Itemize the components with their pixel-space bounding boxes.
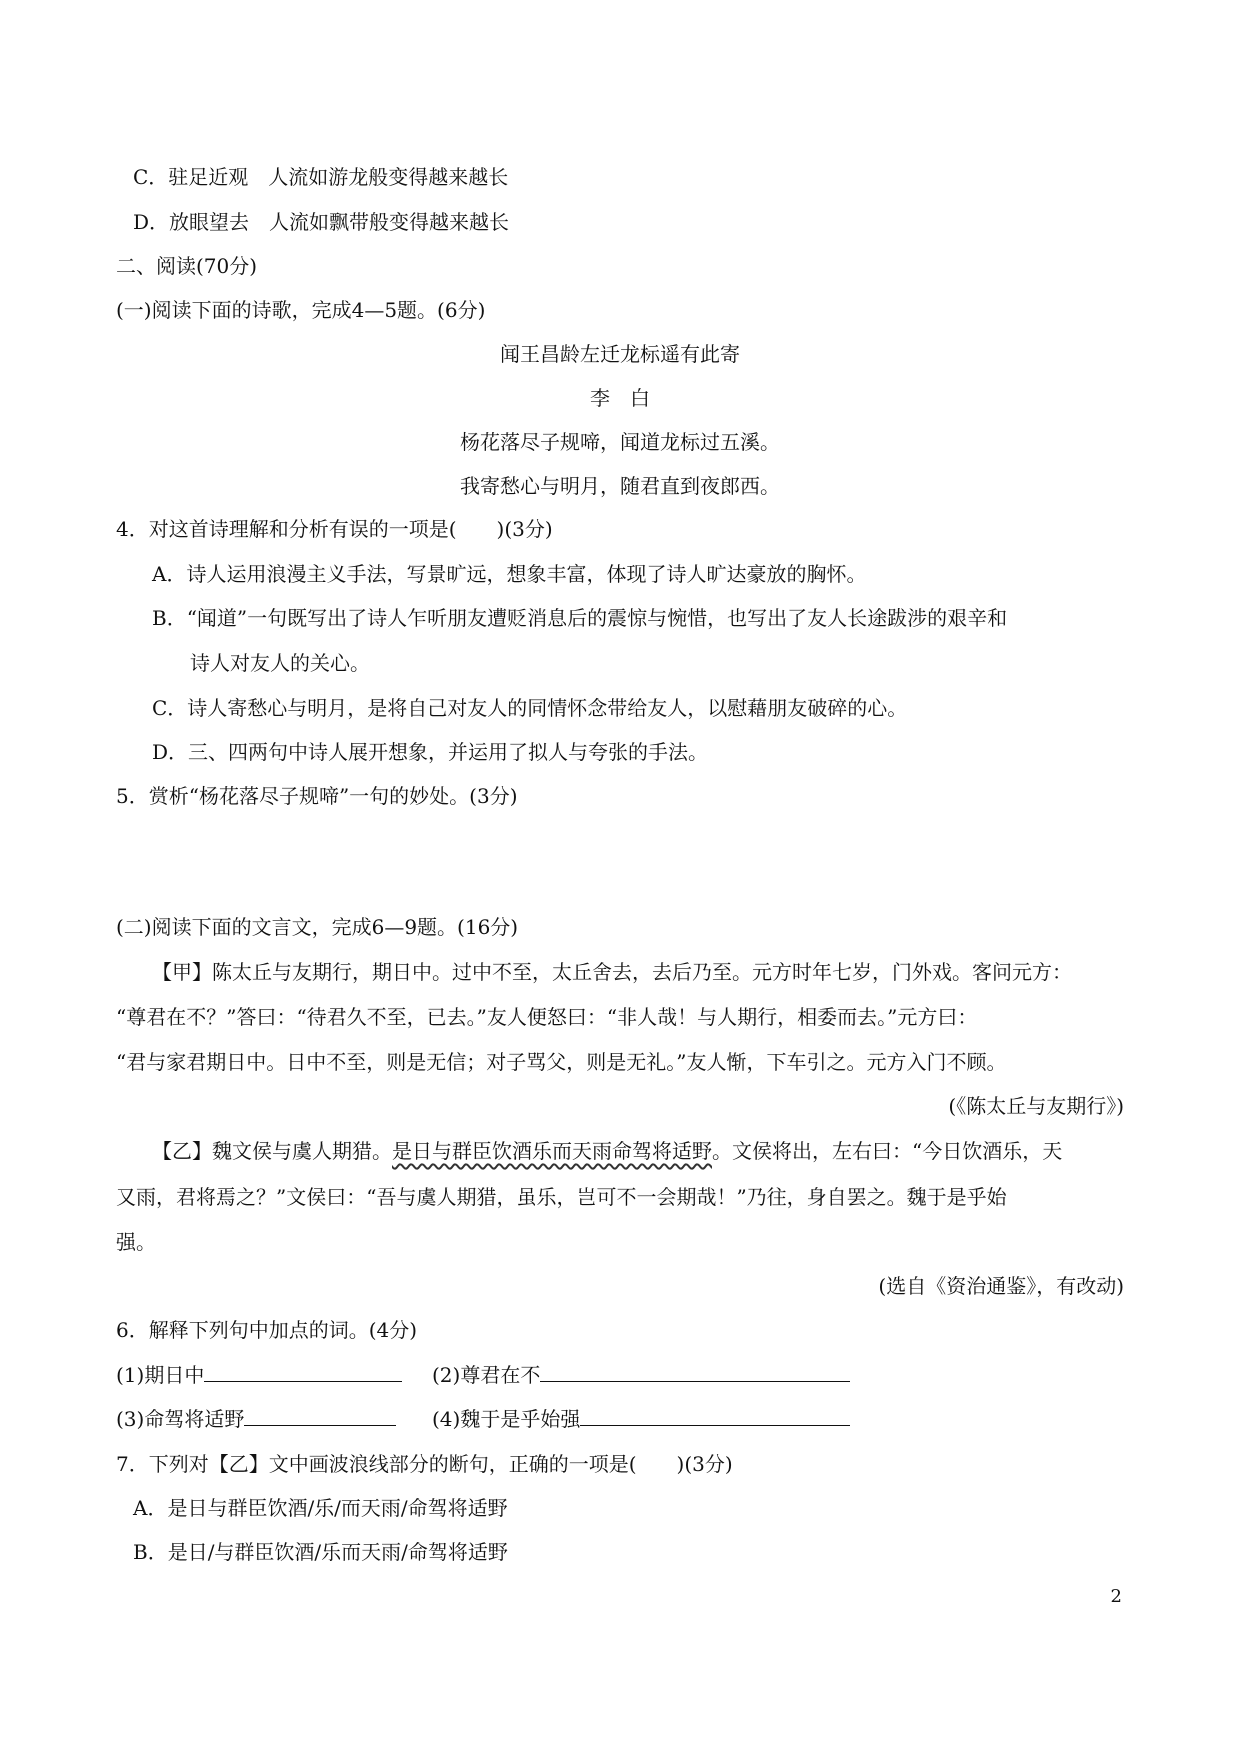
answer-blank[interactable]: [540, 1361, 850, 1382]
option-d: D．放眼望去 人流如飘带般变得越来越长: [133, 210, 510, 234]
passage-yi: 强。: [116, 1230, 156, 1254]
source-citation: (《陈太丘与友期行》): [948, 1094, 1124, 1118]
q6-item-1: [116, 1361, 402, 1389]
option-a: A．诗人运用浪漫主义手法，写景旷远，想象丰富，体现了诗人旷达豪放的胸怀。: [152, 562, 867, 586]
passage-jia: 【甲】陈太丘与友期行，期日中。过中不至，太丘舍去，去后乃至。元方时年七岁，门外戏。客问元方：: [152, 960, 1072, 984]
option-c: C．诗人寄愁心与明月，是将自己对友人的同情怀念带给友人，以慰藉朋友破碎的心。: [152, 696, 908, 720]
q6-item-label: (1)期日中: [116, 1363, 205, 1387]
option-b: B．“闻道”一句既写出了诗人乍听朋友遭贬消息后的震惊与惋惜，也写出了友人长途跋涉的艰辛和: [152, 606, 1008, 630]
part-heading: (二)阅读下面的文言文，完成6—9题。(16分): [116, 915, 519, 939]
option-a: A．是日与群臣饮酒/乐/而天雨/命驾将适野: [133, 1496, 508, 1520]
part-heading: (一)阅读下面的诗歌，完成4—5题。(6分): [116, 298, 486, 322]
passage-yi: 又雨，君将焉之？”文侯曰：“吾与虞人期猎，虽乐，岂可不一会期哉！”乃往，身自罢之。魏于是乎始: [116, 1185, 1007, 1209]
wavy-underlined-sentence: 是日与群臣饮酒乐而天雨命驾将适野: [392, 1139, 712, 1163]
poem-title: 闻王昌龄左迁龙标遥有此寄: [500, 342, 740, 366]
passage-yi: [152, 1137, 1062, 1165]
q6-item-4: [432, 1405, 850, 1433]
poem-author: 李 白: [590, 386, 650, 410]
source-citation: (选自《资治通鉴》，有改动): [878, 1274, 1124, 1298]
q6-item-3: [116, 1405, 396, 1433]
option-c: C．驻足近观 人流如游龙般变得越来越长: [133, 165, 509, 189]
passage-yi-text: 【乙】魏文侯与虞人期猎。: [152, 1139, 392, 1163]
question-4: 4．对这首诗理解和分析有误的一项是( )(3分): [116, 517, 553, 541]
q6-item-2: [432, 1361, 850, 1389]
option-b-continued: 诗人对友人的关心。: [190, 651, 370, 675]
question-6: 6．解释下列句中加点的词。(4分): [116, 1318, 418, 1342]
answer-blank[interactable]: [244, 1405, 396, 1426]
section-heading: 二、阅读(70分): [116, 254, 258, 278]
option-d: D．三、四两句中诗人展开想象，并运用了拟人与夸张的手法。: [152, 740, 709, 764]
poem-line: 杨花落尽子规啼，闻道龙标过五溪。: [460, 430, 780, 454]
option-b: B．是日/与群臣饮酒/乐而天雨/命驾将适野: [133, 1540, 508, 1564]
passage-jia: “尊君在不？”答曰：“待君久不至，已去。”友人便怒曰：“非人哉！与人期行，相委而去。”元方曰：: [116, 1005, 978, 1029]
answer-blank[interactable]: [204, 1361, 402, 1382]
q6-item-label: (4)魏于是乎始强: [432, 1407, 581, 1431]
q6-item-label: (3)命驾将适野: [116, 1407, 245, 1431]
q6-item-label: (2)尊君在不: [432, 1363, 541, 1387]
question-7: 7．下列对【乙】文中画波浪线部分的断句，正确的一项是( )(3分): [116, 1452, 733, 1476]
poem-line: 我寄愁心与明月，随君直到夜郎西。: [460, 474, 780, 498]
passage-jia: “君与家君期日中。日中不至，则是无信；对子骂父，则是无礼。”友人惭，下车引之。元方入门不顾。: [116, 1050, 1007, 1074]
answer-blank[interactable]: [580, 1405, 850, 1426]
passage-yi-text: 。文侯将出，左右曰：“今日饮酒乐，天: [712, 1139, 1063, 1163]
page-number: 2: [1110, 1586, 1122, 1607]
question-5: 5．赏析“杨花落尽子规啼”一句的妙处。(3分): [116, 784, 518, 808]
